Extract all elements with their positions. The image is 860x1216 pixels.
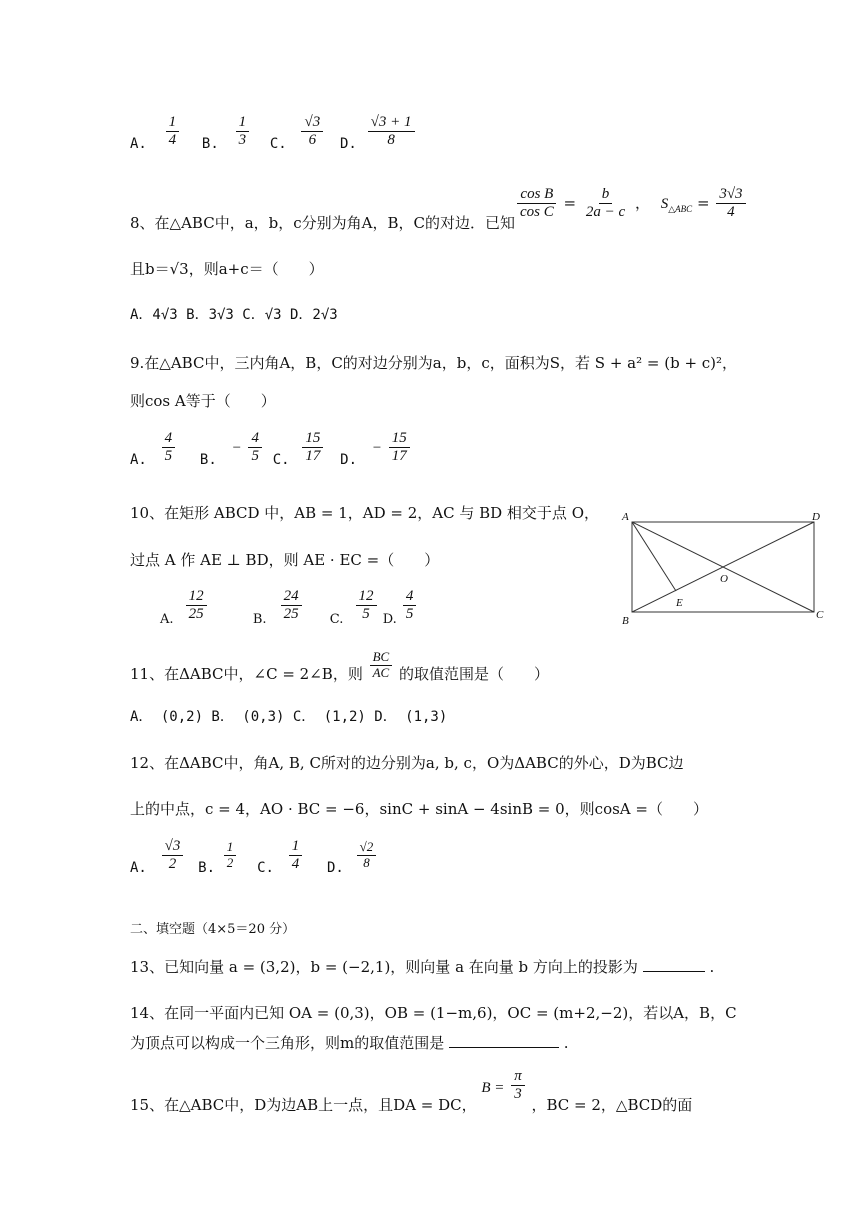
label-b: B bbox=[622, 615, 629, 627]
q9-options: A. $\frac{4}{5}$ B. − $\frac{4}{5}$ C. $\frac{15}{17}$ D. − $\frac{15}{17}$ bbox=[130, 430, 412, 466]
q12-option-c-fraction: $\frac{1}{4}$ bbox=[289, 838, 303, 874]
q7-option-a-label: A. bbox=[130, 135, 147, 152]
q8-area-symbol: S bbox=[660, 195, 669, 212]
q8-options: A．4√3 B．3√3 C．√3 D．2√3 bbox=[130, 307, 338, 323]
label-e: E bbox=[676, 597, 683, 609]
q7-option-b-label: B. bbox=[201, 135, 219, 152]
label-d: D bbox=[812, 511, 820, 523]
q8-line2: 且b＝√3，则a+c＝（ ） bbox=[130, 260, 324, 278]
q14-line2: 为顶点可以构成一个三角形，则m的取值范围是 . bbox=[130, 1034, 569, 1052]
q9-option-d-fraction: $\frac{15}{17}$ bbox=[389, 430, 410, 466]
q15-line: 15、在△ABC中，D为边AB上一点，且DA = DC， B = $\frac{\pi}{3}$ ，BC = 2，△BCD的面 bbox=[130, 1068, 693, 1114]
q14-line1: 14、在同一平面内已知 OA = (0,3)，OB = (1−m,6)，OC = (m+2,−2)，若以A，B，C bbox=[130, 1004, 737, 1022]
q10-option-a-fraction: $\frac{12}{25}$ bbox=[186, 588, 207, 624]
label-a: A bbox=[622, 511, 629, 523]
section-fill-in-heading: 二、填空题（4×5＝20 分） bbox=[130, 922, 296, 937]
q10-rectangle-figure bbox=[618, 508, 830, 628]
q11-line1: 11、在ΔABC中，∠C = 2∠B，则 $\frac{BC}{AC}$ 的取值范围是（ ） bbox=[130, 649, 550, 684]
q12-line1: 12、在ΔABC中，角A, B, C所对的边分别为a, b, c，O为ΔABC的外心，D为BC边 bbox=[130, 754, 684, 772]
q9-option-a-fraction: $\frac{4}{5}$ bbox=[162, 430, 176, 466]
q8-given-formula: $\frac{\text{cos B}}{\text{cos C}}$ = $\frac{b}{2a - c}$ ， $S_{\triangle ABC}$ = $\frac{3√3}{4}$ bbox=[515, 186, 748, 222]
q10-option-b-fraction: $\frac{24}{25}$ bbox=[281, 588, 302, 624]
q11-options: A． (0,2) B． (0,3) C． (1,2) D． (1,3) bbox=[130, 709, 448, 725]
q7-option-c-label: C. bbox=[269, 135, 287, 152]
q9-line1: 9.在△ABC中，三内角A，B，C的对边分别为a，b，c，面积为S，若 S + a² = (b + c)²， bbox=[130, 354, 738, 372]
q10-option-c-fraction: $\frac{12}{5}$ bbox=[356, 588, 377, 624]
q9-option-c-fraction: $\frac{15}{17}$ bbox=[302, 430, 323, 466]
q8-area-subscript: △ABC bbox=[668, 203, 693, 214]
label-o: O bbox=[720, 573, 728, 585]
q10-line1: 10、在矩形 ABCD 中，AB = 1，AD = 2，AC 与 BD 相交于点 O， bbox=[130, 504, 600, 522]
q13-answer-blank[interactable] bbox=[643, 971, 705, 972]
label-c: C bbox=[816, 609, 824, 621]
q12-line2: 上的中点，c = 4，AO · BC = −6，sinC + sinA − 4sinB = 0，则cosA =（ ） bbox=[130, 800, 708, 818]
q12-option-b-fraction: $\frac{1}{2}$ bbox=[224, 840, 237, 871]
q9-option-b-fraction: $\frac{4}{5}$ bbox=[248, 430, 262, 466]
q7-option-d-fraction: $\frac{√3 + 1}{8}$ bbox=[368, 114, 415, 150]
q13-line: 13、已知向量 a = (3,2)，b = (−2,1)，则向量 a 在向量 b 方向上的投影为 . bbox=[130, 958, 715, 976]
q7-options bbox=[130, 114, 417, 150]
q12-option-d-fraction: $\frac{√2}{8}$ bbox=[357, 840, 377, 871]
q7-option-b-fraction: $\frac{1}{3}$ bbox=[236, 114, 250, 150]
q11-ratio-fraction: $\frac{BC}{AC}$ bbox=[370, 650, 393, 681]
q10-options: A. $\frac{12}{25}$ B. $\frac{24}{25}$ C. $\frac{12}{5}$ D. $\frac{4}{5}$ bbox=[160, 588, 418, 624]
q9-line2: 则cos A等于（ ） bbox=[130, 392, 276, 410]
q10-line2: 过点 A 作 AE ⊥ BD，则 AE · EC =（ ） bbox=[130, 551, 440, 569]
q10-option-d-fraction: $\frac{4}{5}$ bbox=[403, 588, 417, 624]
q7-option-a-fraction: $\frac{1}{4}$ bbox=[166, 114, 180, 150]
q8-line1: 8、在△ABC中，a，b，c分别为角A，B，C的对边．已知 bbox=[130, 214, 515, 232]
q14-answer-blank[interactable] bbox=[449, 1047, 559, 1048]
q12-options: A. $\frac{√3}{2}$ B. $\frac{1}{2}$ C. $\frac{1}{4}$ D. $\frac{√2}{8}$ bbox=[130, 838, 378, 874]
q15-angle-fraction: $\frac{\pi}{3}$ bbox=[511, 1068, 525, 1104]
q7-option-d-label: D. bbox=[340, 135, 357, 152]
q12-option-a-fraction: $\frac{√3}{2}$ bbox=[162, 838, 184, 874]
q7-option-c-fraction: $\frac{√3}{6}$ bbox=[301, 114, 323, 150]
